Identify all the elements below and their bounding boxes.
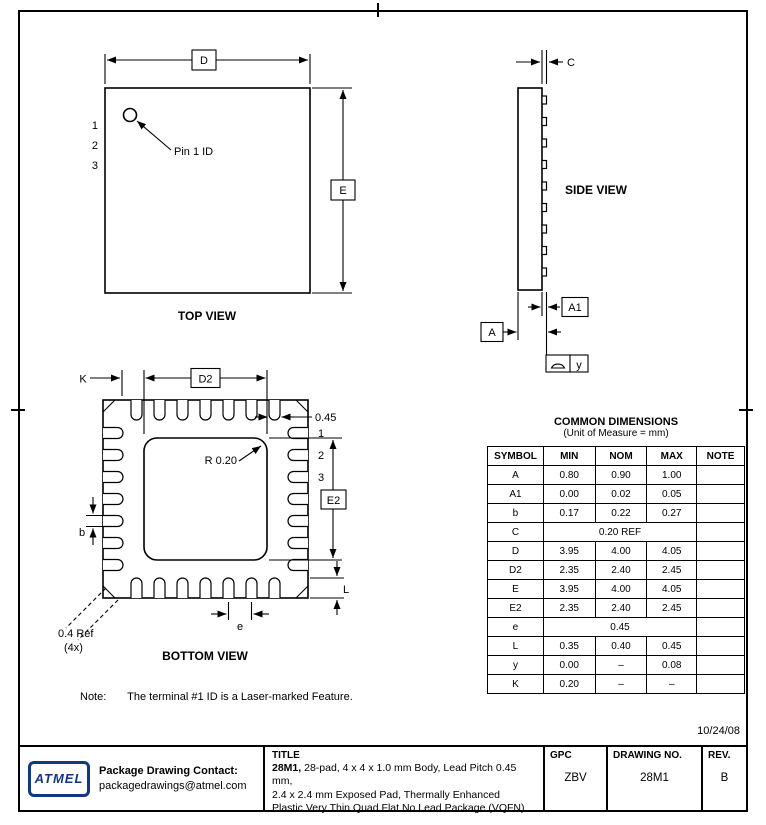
corner-ref-label: 0.4 Ref	[58, 628, 94, 640]
top-view-drawing	[40, 30, 390, 340]
side-terminal-pads	[542, 96, 547, 276]
dim-label-K: K	[79, 373, 87, 386]
title-line-3: Plastic Very Thin Quad Flat No Lead Package (VQFN)	[272, 802, 525, 815]
dim-label-L: L	[343, 584, 350, 596]
title-line-2: 2.4 x 2.4 mm Exposed Pad, Thermally Enhanced	[272, 788, 501, 801]
table-row: e 0.45	[488, 618, 745, 637]
dim-label-C: C	[567, 57, 575, 69]
common-dimensions-table	[487, 446, 745, 694]
dim-label-D: D	[200, 55, 208, 67]
drawing-no-cell	[608, 747, 703, 810]
bottom-pin-number-3: 3	[318, 472, 325, 484]
atmel-logo: ATMEL	[28, 761, 90, 797]
note-label: Note:	[80, 691, 107, 703]
top-pin-number-1: 1	[91, 120, 98, 132]
datum-label-y: y	[576, 359, 582, 372]
contact-cell	[20, 747, 265, 810]
dim-label-045: 0.45	[315, 412, 337, 424]
rev-label: REV.	[708, 750, 731, 761]
pin1-id-mark	[124, 109, 137, 122]
drawing-no-value: 28M1	[640, 772, 669, 784]
bottom-view-title: BOTTOM VIEW	[162, 649, 248, 663]
title-block	[20, 745, 746, 815]
title-label: TITLE	[272, 750, 300, 761]
gpc-label: GPC	[550, 750, 572, 761]
corner-ref-count: (4x)	[64, 642, 83, 654]
common-dimensions-section	[487, 416, 745, 694]
dim-label-A: A	[488, 327, 496, 339]
side-view-title: SIDE VIEW	[565, 183, 628, 197]
table-row: A1 0.00 0.02 0.05	[488, 485, 745, 504]
top-view-title: TOP VIEW	[177, 309, 237, 323]
table-row: L 0.35 0.40 0.45	[488, 637, 745, 656]
dim-label-E2: E2	[326, 495, 341, 507]
drawing-no-label: DRAWING NO.	[613, 750, 682, 761]
table-row: C 0.20 REF	[488, 523, 745, 542]
dim-label-A1: A1	[568, 302, 582, 314]
note	[80, 691, 353, 703]
table-row: b 0.17 0.22 0.27	[488, 504, 745, 523]
table-title: COMMON DIMENSIONS	[553, 416, 679, 428]
table-row: E2 2.35 2.40 2.45	[488, 599, 745, 618]
radius-label: R 0.20	[204, 455, 237, 467]
table-row: K 0.20 – –	[488, 675, 745, 694]
side-package-body	[518, 88, 542, 290]
top-pin-number-2: 2	[91, 140, 98, 152]
dim-label-b: b	[78, 527, 86, 539]
table-row: D2 2.35 2.40 2.45	[488, 561, 745, 580]
registration-tick-right	[739, 409, 753, 411]
table-subtitle: (Unit of Measure = mm)	[563, 428, 669, 439]
col-min: MIN	[543, 447, 595, 466]
rev-value: B	[720, 772, 729, 784]
title-line-1: 28M1, 28-pad, 4 x 4 x 1.0 mm Body, Lead Pitch 0.45 mm,	[272, 762, 517, 788]
pin1-id-label: Pin 1 ID	[174, 146, 214, 158]
registration-tick-left	[11, 409, 25, 411]
col-max: MAX	[647, 447, 697, 466]
part-number: 28M1,	[272, 762, 302, 774]
registration-tick-top	[377, 3, 379, 17]
bottom-view-drawing	[40, 360, 400, 690]
table-row: E 3.95 4.00 4.05	[488, 580, 745, 599]
dim-label-e: e	[236, 621, 244, 633]
col-symbol: SYMBOL	[488, 447, 544, 466]
col-note: NOTE	[697, 447, 745, 466]
table-row: y 0.00 – 0.08	[488, 656, 745, 675]
side-view-drawing	[470, 28, 700, 388]
note-text: The terminal #1 ID is a Laser-marked Feature.	[127, 691, 353, 703]
gpc-cell	[545, 747, 608, 810]
bottom-pin-number-2: 2	[318, 450, 325, 462]
title-cell	[265, 747, 545, 815]
bottom-pin-number-1: 1	[318, 428, 325, 440]
contact-label: Package Drawing Contact:	[99, 765, 238, 778]
contact-email: packagedrawings@atmel.com	[99, 779, 247, 792]
col-nom: NOM	[595, 447, 647, 466]
datum-symbol-box	[546, 355, 570, 372]
rev-cell	[703, 747, 746, 810]
dim-label-D2: D2	[198, 373, 213, 386]
top-pin-number-3: 3	[91, 160, 98, 172]
drawing-date: 10/24/08	[697, 725, 740, 737]
dim-label-E: E	[339, 185, 347, 197]
table-row: D 3.95 4.00 4.05	[488, 542, 745, 561]
table-header-row	[488, 447, 745, 466]
table-row: A 0.80 0.90 1.00	[488, 466, 745, 485]
gpc-value: ZBV	[564, 772, 587, 784]
